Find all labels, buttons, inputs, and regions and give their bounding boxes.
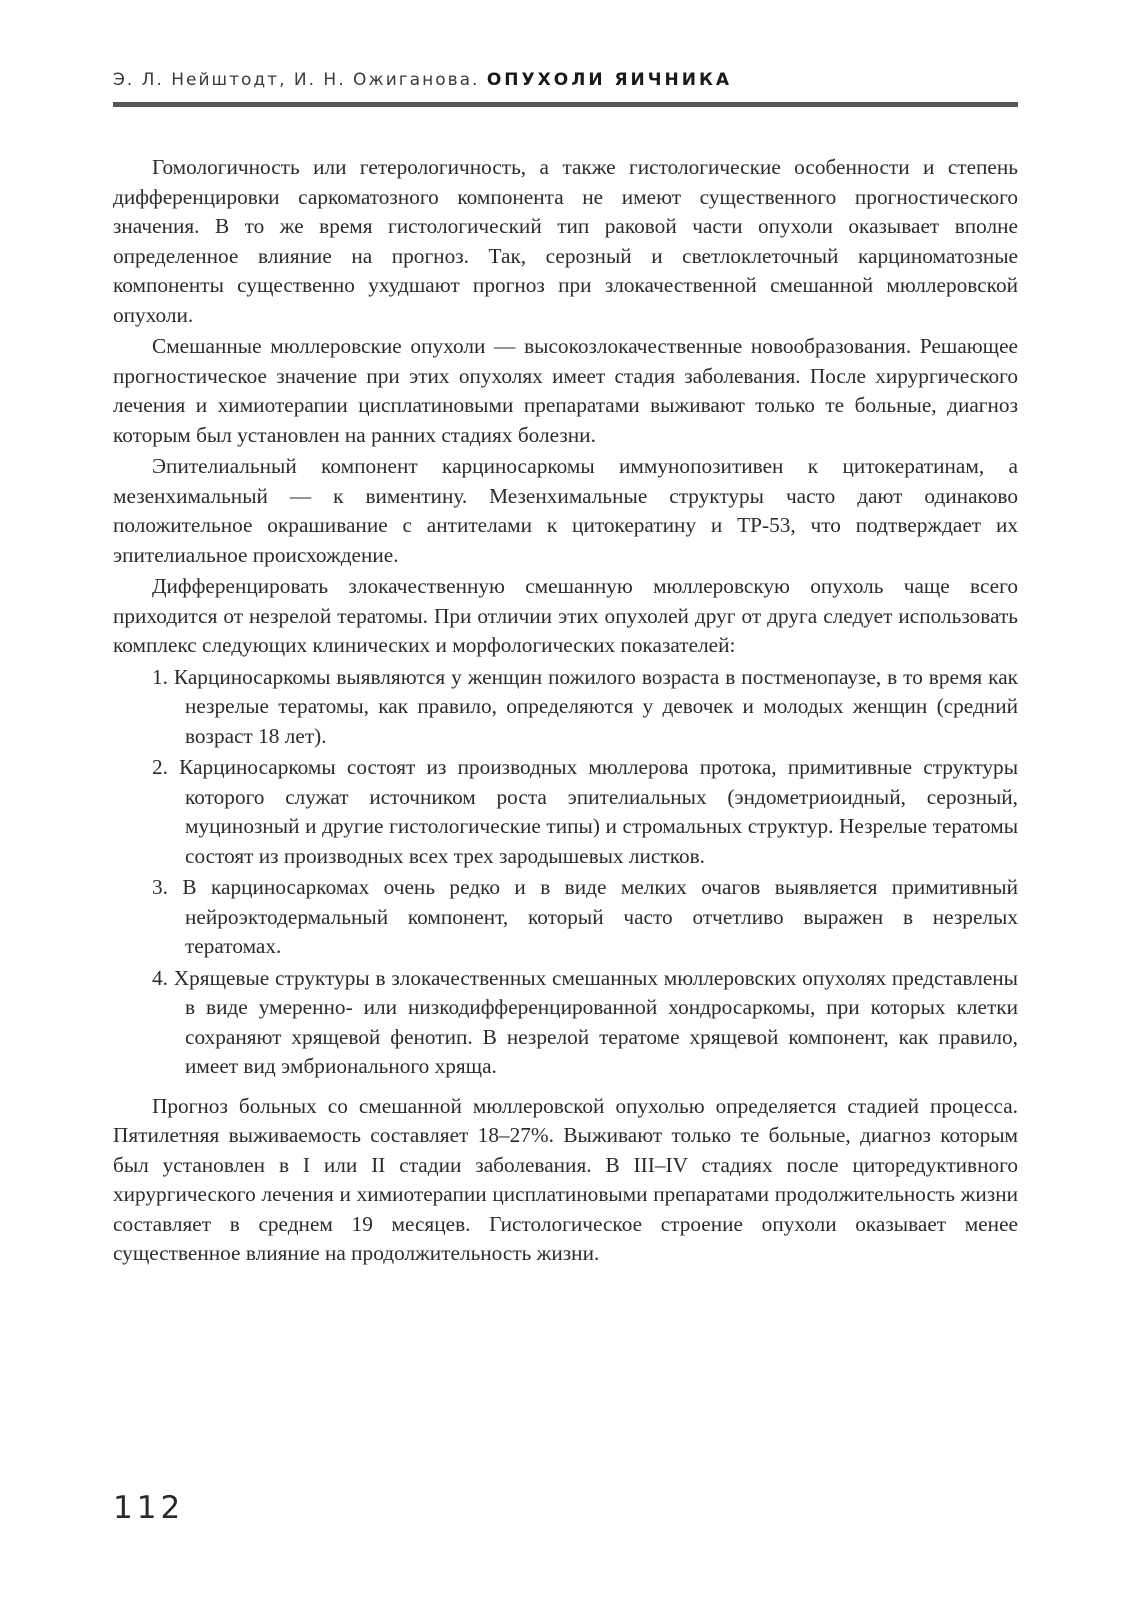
list-item: 2. Карциносаркомы состоят из производных мюллерова протока, примитивные структуры которого служат источником роста эпителиальных (эндометриоидный, серозный, муцинозный и другие гистологические типы) и стромальных структур. Незрелые тератомы состоят из производных всех трех зародышевых листков. [152,755,1018,868]
list-item: 1. Карциносаркомы выявляются у женщин пожилого возраста в постменопаузе, в то время как незрелые тератомы, как правило, определяются у девочек и молодых женщин (средний возраст 18 лет). [152,664,1018,748]
running-header [113,70,1013,100]
main-text [113,153,1018,1269]
list-item: 4. Хрящевые структуры в злокачественных смешанных мюллеровских опухолях представлены в виде умеренно- или низкодифференцированной хондросаркомы, при которых клетки сохраняют хрящевой фенотип. В незрелой тератоме хрящевой компонент, как правило, имеет вид эмбрионального хряща. [152,965,1018,1078]
page-number: 112 [113,1490,185,1526]
paragraph-4: Дифференцировать злокачественную смешанную мюллеровскую опухоль чаще всего приходится от незрелой тератомы. При отличии этих опухолей друг от друга следует использовать комплекс следующих клинических и морфологических показателей: [113,574,1018,657]
paragraph-prognosis: Прогноз больных со смешанной мюллеровской опухолью определяется стадией процесса. Пятилетняя выживаемость составляет 18–27%. Выживают только те больные, диагноз которым был установлен в I или II стадии заболевания. В III–IV стадиях после циторедуктивного хирургического лечения и химиотерапии цисплатиновыми препаратами продолжительность жизни составляет в среднем 19 месяцев. Гистологическое строение опухоли оказывает менее существенное влияние на продолжительность жизни. [113,1093,1018,1265]
paragraph-1: Гомологичность или гетерологичность, а также гистологические особенности и степень дифференцировки саркоматозного компонента не имеют существенного прогностического значения. В то же время гистологический тип раковой части опухоли оказывает вполне определенное влияние на прогноз. Так, серозный и светлоклеточный карциноматозные компоненты существенно ухудшают прогноз при злокачественной смешанной мюллеровской опухоли. [113,155,1018,327]
header-rule [113,102,1018,107]
header-authors: Э. Л. Нейштодт, И. Н. Ожиганова. [113,70,480,90]
criteria-list [113,663,1018,1082]
list-item: 3. В карциносаркомах очень редко и в виде мелких очагов выявляется примитивный нейроэктодермальный компонент, который часто отчетливо выражен в незрелых тератомах. [152,875,1018,958]
header-book-title: ОПУХОЛИ ЯИЧНИКА [486,70,733,90]
paragraph-3: Эпителиальный компонент карциносаркомы иммунопозитивен к цитокератинам, а мезенхимальный — к виментину. Мезенхимальные структуры часто дают одинаково положительное окрашивание с антителами к цитокератину и ТР-53, что подтверждает их эпителиальное происхождение. [113,454,1018,567]
paragraph-2: Смешанные мюллеровские опухоли — высокозлокачественные новообразования. Решающее прогностическое значение при этих опухолях имеет стадия заболевания. После хирургического лечения и химиотерапии цисплатиновыми препаратами выживают только те больные, диагноз которым был установлен на ранних стадиях болезни. [113,334,1018,447]
